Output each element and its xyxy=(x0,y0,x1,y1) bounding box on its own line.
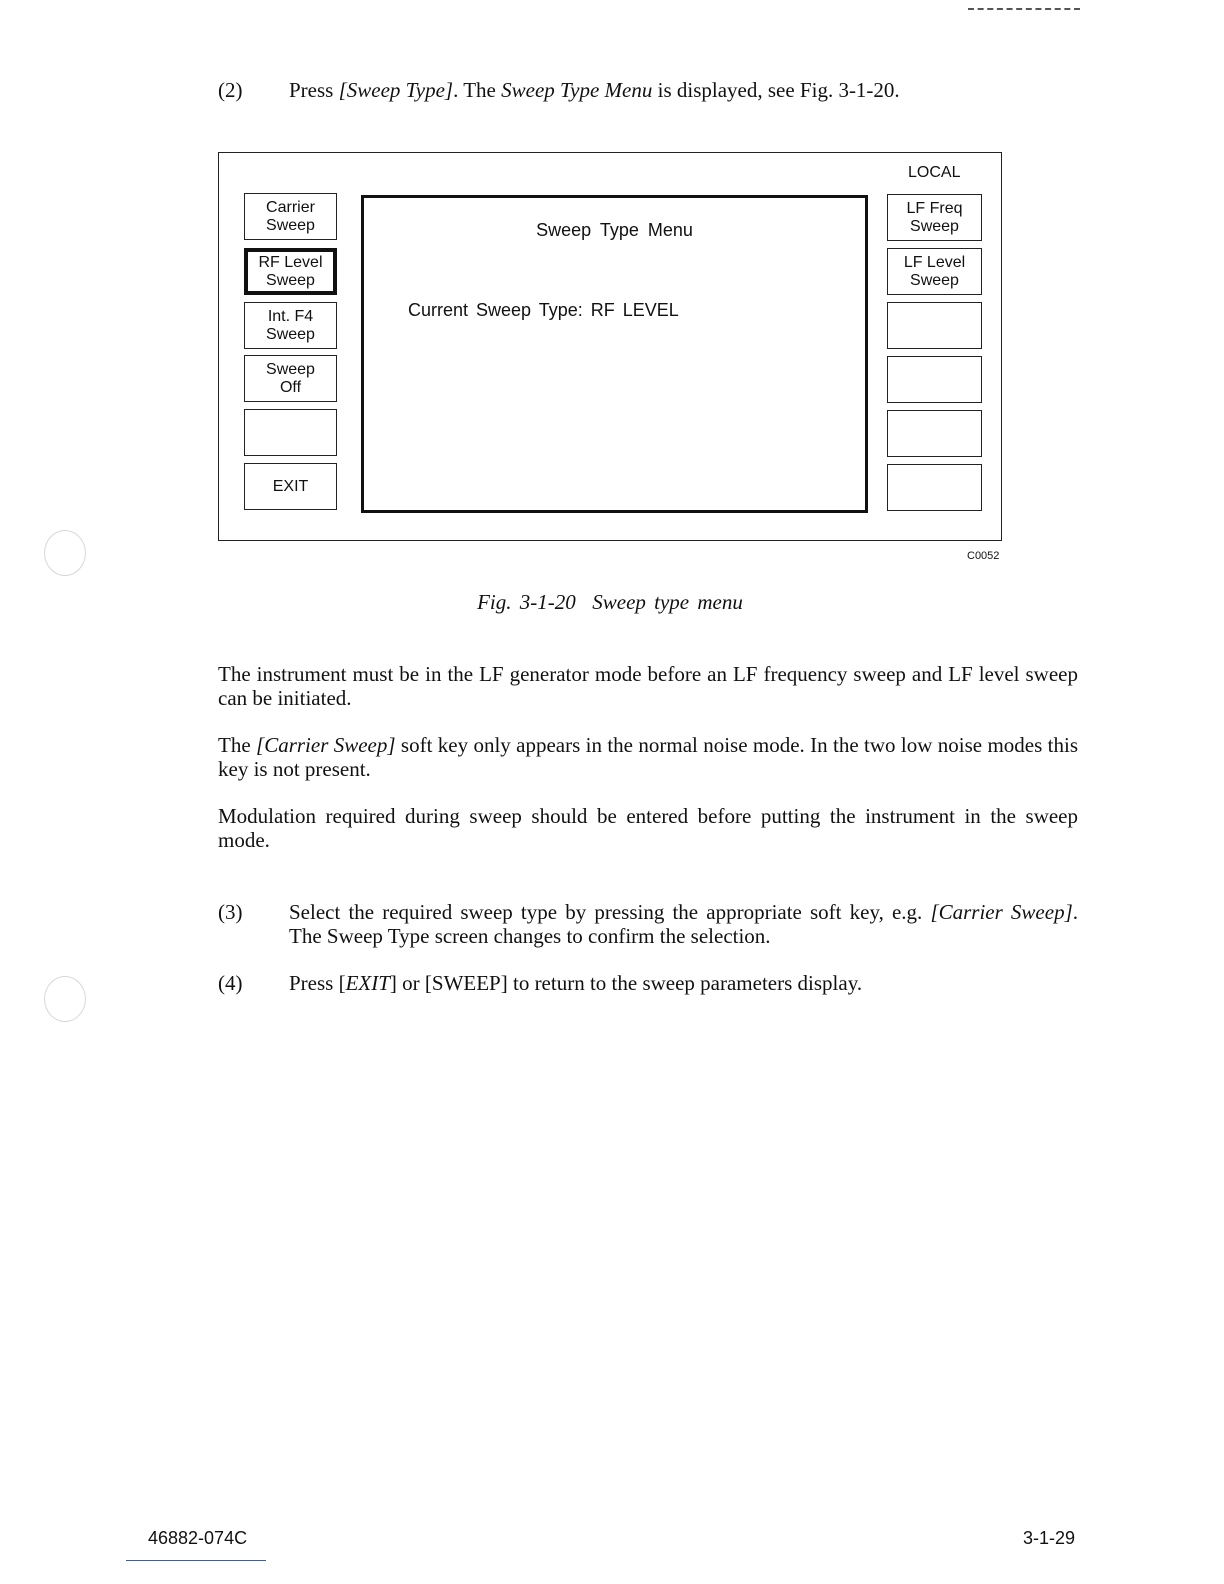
page-number: 3-1-29 xyxy=(1022,1528,1075,1548)
step-3-text: Select the required sweep type by pressing the appropriate soft key, e.g. [Carrier Sweep]. The Sweep Type screen changes to confirm the selection. xyxy=(289,900,1078,948)
int-f4-sweep-key[interactable]: Int. F4 Sweep xyxy=(244,302,337,349)
figure-code: C0052 xyxy=(967,550,1000,562)
sweep-type-key-ref: [Sweep Type] xyxy=(338,78,454,102)
sweep-off-key[interactable]: Sweep Off xyxy=(244,355,337,402)
screen-title: Sweep Type Menu xyxy=(536,220,693,240)
sweep-type-menu-ref: Sweep Type Menu xyxy=(501,78,653,102)
blank-soft-key[interactable] xyxy=(887,356,982,403)
carrier-sweep-key-ref: [Carrier Sweep] xyxy=(930,900,1073,924)
carrier-sweep-key-ref: [Carrier Sweep] xyxy=(256,733,396,757)
paragraph-carrier-sweep: The [Carrier Sweep] soft key only appears in the normal noise mode. In the two low noise modes this key is not present. xyxy=(218,733,1078,781)
step-2-number: (2) xyxy=(218,78,243,102)
scan-mark xyxy=(968,8,1080,10)
step-4-number: (4) xyxy=(218,971,243,995)
lf-freq-sweep-key[interactable]: LF Freq Sweep xyxy=(887,194,982,241)
rf-level-sweep-key[interactable]: RF Level Sweep xyxy=(244,248,337,295)
footer-rule xyxy=(126,1560,266,1561)
carrier-sweep-key[interactable]: Carrier Sweep xyxy=(244,193,337,240)
step-4-text: Press [EXIT] or [SWEEP] to return to the sweep parameters display. xyxy=(289,971,863,995)
binder-hole-mark xyxy=(44,530,86,576)
sweep-type-screen xyxy=(361,195,868,513)
paragraph-modulation: Modulation required during sweep should be entered before putting the instrument in the sweep mode. xyxy=(218,804,1078,852)
exit-key-ref: EXIT xyxy=(345,971,390,995)
blank-soft-key[interactable] xyxy=(887,302,982,349)
blank-soft-key[interactable] xyxy=(244,409,337,456)
blank-soft-key[interactable] xyxy=(887,464,982,511)
current-sweep-type: Current Sweep Type: RF LEVEL xyxy=(408,300,679,320)
binder-hole-mark xyxy=(44,976,86,1022)
exit-key[interactable]: EXIT xyxy=(244,463,337,510)
figure-caption: Fig. 3-1-20 Sweep type menu xyxy=(477,590,743,614)
step-3-number: (3) xyxy=(218,900,243,924)
paragraph-lf-mode: The instrument must be in the LF generator mode before an LF frequency sweep and LF level sweep can be initiated. xyxy=(218,662,1078,710)
document-number: 46882-074C xyxy=(148,1528,248,1548)
step-2-text: Press [Sweep Type]. The Sweep Type Menu is displayed, see Fig. 3-1-20. xyxy=(289,78,900,102)
blank-soft-key[interactable] xyxy=(887,410,982,457)
lf-level-sweep-key[interactable]: LF Level Sweep xyxy=(887,248,982,295)
local-indicator: LOCAL xyxy=(908,164,961,181)
